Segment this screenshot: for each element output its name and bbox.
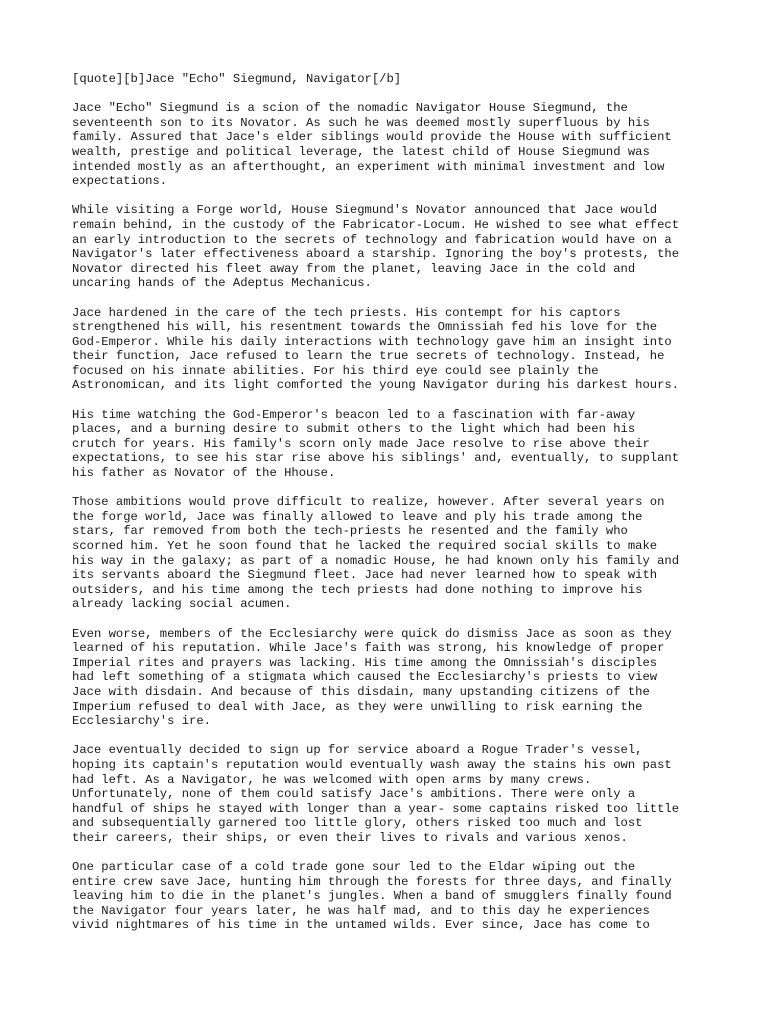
paragraph-3: Jace hardened in the care of the tech priests. His contempt for his captors strengthened his will, his resentment towards the Omnissiah fed his love for the God-Emperor. While his daily interactions with technology gave him an insight into their function, Jace refused to learn the true secrets of technology. Instead, he focused on his innate abilities. For his third eye could see plainly the Astronomican, and its light comforted the young Navigator during his darkest hours.: [72, 305, 680, 393]
paragraph-7: Jace eventually decided to sign up for service aboard a Rogue Trader's vessel, hoping its captain's reputation would eventually wash away the stains his own past had left. As a Navigator, he was welcomed with open arms by many crews. Unfortunately, none of them could satisfy Jace's ambitions. There were only a handful of ships he stayed with longer than a year- some captains risked too little and subsequentially garnered too little glory, others risked too much and lost their careers, their ships, or even their lives to rivals and various xenos.: [72, 743, 680, 845]
paragraph-8: One particular case of a cold trade gone sour led to the Eldar wiping out the entire crew save Jace, hunting him through the forests for three days, and finally leaving him to die in the planet's jungles. When a band of smugglers finally found the Navigator four years later, he was half mad, and to this day he experiences vivid nightmares of his time in the untamed wilds. Ever since, Jace has come to: [72, 860, 672, 933]
paragraph-5: Those ambitions would prove difficult to realize, however. After several years on the forge world, Jace was finally allowed to leave and ply his trade among the stars, far removed from both the tech-priests he resented and the family who scorned him. Yet he soon found that he lacked the required social skills to make his way in the galaxy; as part of a nomadic House, he had known only his family and its servants aboard the Siegmund fleet. Jace had never learned how to speak with outsiders, and his time among the tech priests had done nothing to improve his already lacking social acumen.: [72, 495, 680, 612]
paragraph-4: His time watching the God-Emperor's beacon led to a fascination with far-away places, and a burning desire to submit others to the light which had been his crutch for years. His family's scorn only made Jace resolve to rise above their expectations, to see his star rise above his siblings' and, eventually, to supplant his father as Novator of the Hhouse.: [72, 407, 680, 481]
paragraph-1: Jace "Echo" Siegmund is a scion of the nomadic Navigator House Siegmund, the seventeenth son to its Novator. As such he was deemed mostly superfluous by his family. Assured that Jace's elder siblings would provide the House with sufficient wealth, prestige and political leverage, the latest child of House Siegmund was intended mostly as an afterthought, an experiment with minimal investment and low expectations.: [72, 101, 672, 189]
paragraph-6: Even worse, members of the Ecclesiarchy were quick do dismiss Jace as soon as they learned of his reputation. While Jace's faith was strong, his knowledge of proper Imperial rites and prayers was lacking. His time among the Omnissiah's disciples had left something of a stigmata which caused the Ecclesiarchy's priests to view Jace with disdain. And because of this disdain, many upstanding citizens of the Imperium refused to deal with Jace, as they were unwilling to risk earning the Ecclesiarchy's ire.: [72, 626, 672, 729]
document-page: [72, 72, 712, 948]
document-heading: [quote][b]Jace "Echo" Siegmund, Navigator[/b]: [72, 72, 402, 86]
paragraph-2: While visiting a Forge world, House Siegmund's Novator announced that Jace would remain behind, in the custody of the Fabricator-Locum. He wished to see what effect an early introduction to the secrets of technology and fabrication would have on a Navigator's later effectiveness aboard a starship. Ignoring the boy's protests, the Novator directed his fleet away from the planet, leaving Jace in the cold and uncaring hands of the Adeptus Mechanicus.: [72, 203, 680, 291]
